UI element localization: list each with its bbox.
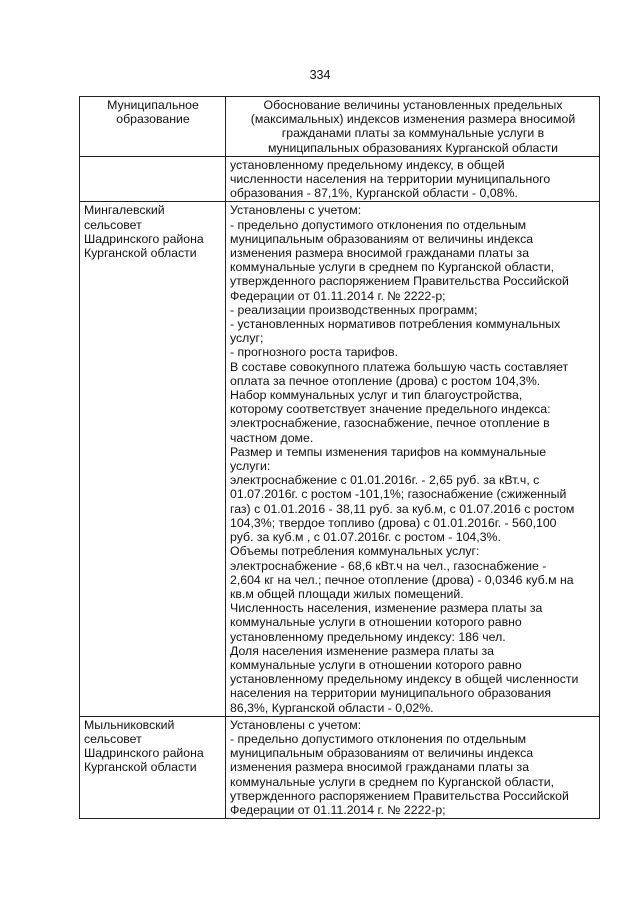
justification-cell <box>226 202 600 716</box>
text-line: Набор коммунальных услуг и тип благоустройства, <box>230 388 523 403</box>
text-line: - установленных нормативов потребления коммунальных <box>230 317 561 332</box>
text-line: электроснабжение с 01.01.2016г. - 2,65 руб. за кВт.ч, с <box>230 473 540 488</box>
text-line: гражданами платы за коммунальные услуги в <box>281 126 545 141</box>
table-row <box>80 202 600 716</box>
text-line: Шадринского района <box>84 231 204 246</box>
text-line: Установлены с учетом: <box>230 203 362 218</box>
text-line: муниципальных образованиях Курганской области <box>267 140 559 155</box>
text-line: Численность населения, изменение размера платы за <box>230 601 543 616</box>
text-line: Мыльниковский <box>84 717 175 732</box>
justification-cell <box>226 716 600 818</box>
text-line: изменения размера вносимой гражданами платы за <box>230 760 530 775</box>
text-line: муниципальным образованиям от величины индекса <box>230 231 534 246</box>
text-line: - предельно допустимого отклонения по отдельным <box>230 731 527 746</box>
text-line: изменения размера вносимой гражданами платы за <box>230 246 530 261</box>
text-line: Мингалевский <box>84 203 165 218</box>
table-header-row <box>80 97 600 157</box>
text-line: 104,3%; твердое топливо (дрова) с 01.01.2016г. - 560,100 <box>230 515 557 530</box>
text-line: коммунальные услуги в среднем по Курганской области, <box>230 774 555 789</box>
text-line: В составе совокупного платежа большую часть составляет <box>230 359 569 374</box>
text-line: Объемы потребления коммунальных услуг: <box>230 544 480 559</box>
text-line: электроснабжение - 68,6 кВт.ч на чел., газоснабжение - <box>230 558 547 573</box>
text-line: (максимальных) индексов изменения размера вносимой <box>250 112 576 127</box>
text-line: Обоснование величины установленных предельных <box>263 98 563 112</box>
text-line: сельсовет <box>84 217 142 232</box>
text-line: которому соответствует значение предельного индекса: <box>230 402 551 417</box>
text-line: 86,3%, Курганской области - 0,02%. <box>230 700 434 715</box>
text-line: кв.м общей площади жилых помещений. <box>230 586 464 601</box>
text-line: частном доме. <box>230 430 314 445</box>
text-line: Федерации от 01.11.2014 г. № 2222-р; <box>230 802 446 817</box>
text-line: услуг; <box>230 331 264 346</box>
justification-cell <box>226 156 600 202</box>
text-line: коммунальные услуги в отношении которого равно <box>230 615 522 630</box>
text-line: 2,604 кг на чел.; печное отопление (дрова) - 0,0346 куб.м на <box>230 572 574 587</box>
municipality-cell <box>80 202 226 716</box>
text-line: образования - 87,1%, Курганской области - 0,08%. <box>230 186 518 201</box>
page-number: 334 <box>309 68 331 82</box>
text-line: газ) с 01.01.2016 - 38,11 руб. за куб.м, с 01.07.2016 с ростом <box>230 501 575 516</box>
text-line: Размер и темпы изменения тарифов на коммунальные <box>230 444 547 459</box>
text-line: - реализации производственных программ; <box>230 302 478 317</box>
text-line: утвержденного распоряжением Правительства Российской <box>230 274 569 289</box>
text-line: населения на территории муниципального образования <box>230 686 552 701</box>
table-row <box>80 156 600 202</box>
text-line: численности населения на территории муниципального <box>230 172 551 187</box>
text-line: Федерации от 01.11.2014 г. № 2222-р; <box>230 288 446 303</box>
text-line: коммунальные услуги в отношении которого равно <box>230 657 522 672</box>
municipality-cell <box>80 156 226 202</box>
text-line: Шадринского района <box>84 746 204 761</box>
header-justification <box>226 97 600 157</box>
text-line: услуги: <box>230 459 271 474</box>
text-line: утвержденного распоряжением Правительства Российской <box>230 788 569 803</box>
text-line: установленному предельному индексу, в общей <box>230 157 505 172</box>
text-line: - прогнозного роста тарифов. <box>230 345 399 360</box>
text-line: - предельно допустимого отклонения по отдельным <box>230 217 527 232</box>
text-line: 01.07.2016г. с ростом -101,1%; газоснабжение (сжиженный <box>230 487 567 502</box>
text-line: Установлены с учетом: <box>230 717 362 732</box>
text-line: Курганской области <box>84 246 197 261</box>
text-line: образование <box>116 112 190 127</box>
text-line: электроснабжение, газоснабжение, печное отопление в <box>230 416 550 431</box>
text-line: установленному предельному индексу: 186 чел. <box>230 629 506 644</box>
text-line: оплата за печное отопление (дрова) с ростом 104,3%. <box>230 373 541 388</box>
text-line: Муниципальное <box>107 98 199 112</box>
text-line: сельсовет <box>84 731 142 746</box>
table-row <box>80 716 600 818</box>
text-line: муниципальным образованиям от величины индекса <box>230 746 534 761</box>
text-line: коммунальные услуги в среднем по Курганской области, <box>230 260 555 275</box>
text-line: установленному предельному индексу в общей численности <box>230 672 579 687</box>
municipality-cell <box>80 716 226 818</box>
text-line: руб. за куб.м , с 01.07.2016г. с ростом - 104,3%. <box>230 530 501 545</box>
tariff-justification-table <box>79 96 600 819</box>
header-municipality <box>80 97 226 157</box>
text-line: Доля населения изменение размера платы за <box>230 643 494 658</box>
text-line: Курганской области <box>84 760 197 775</box>
